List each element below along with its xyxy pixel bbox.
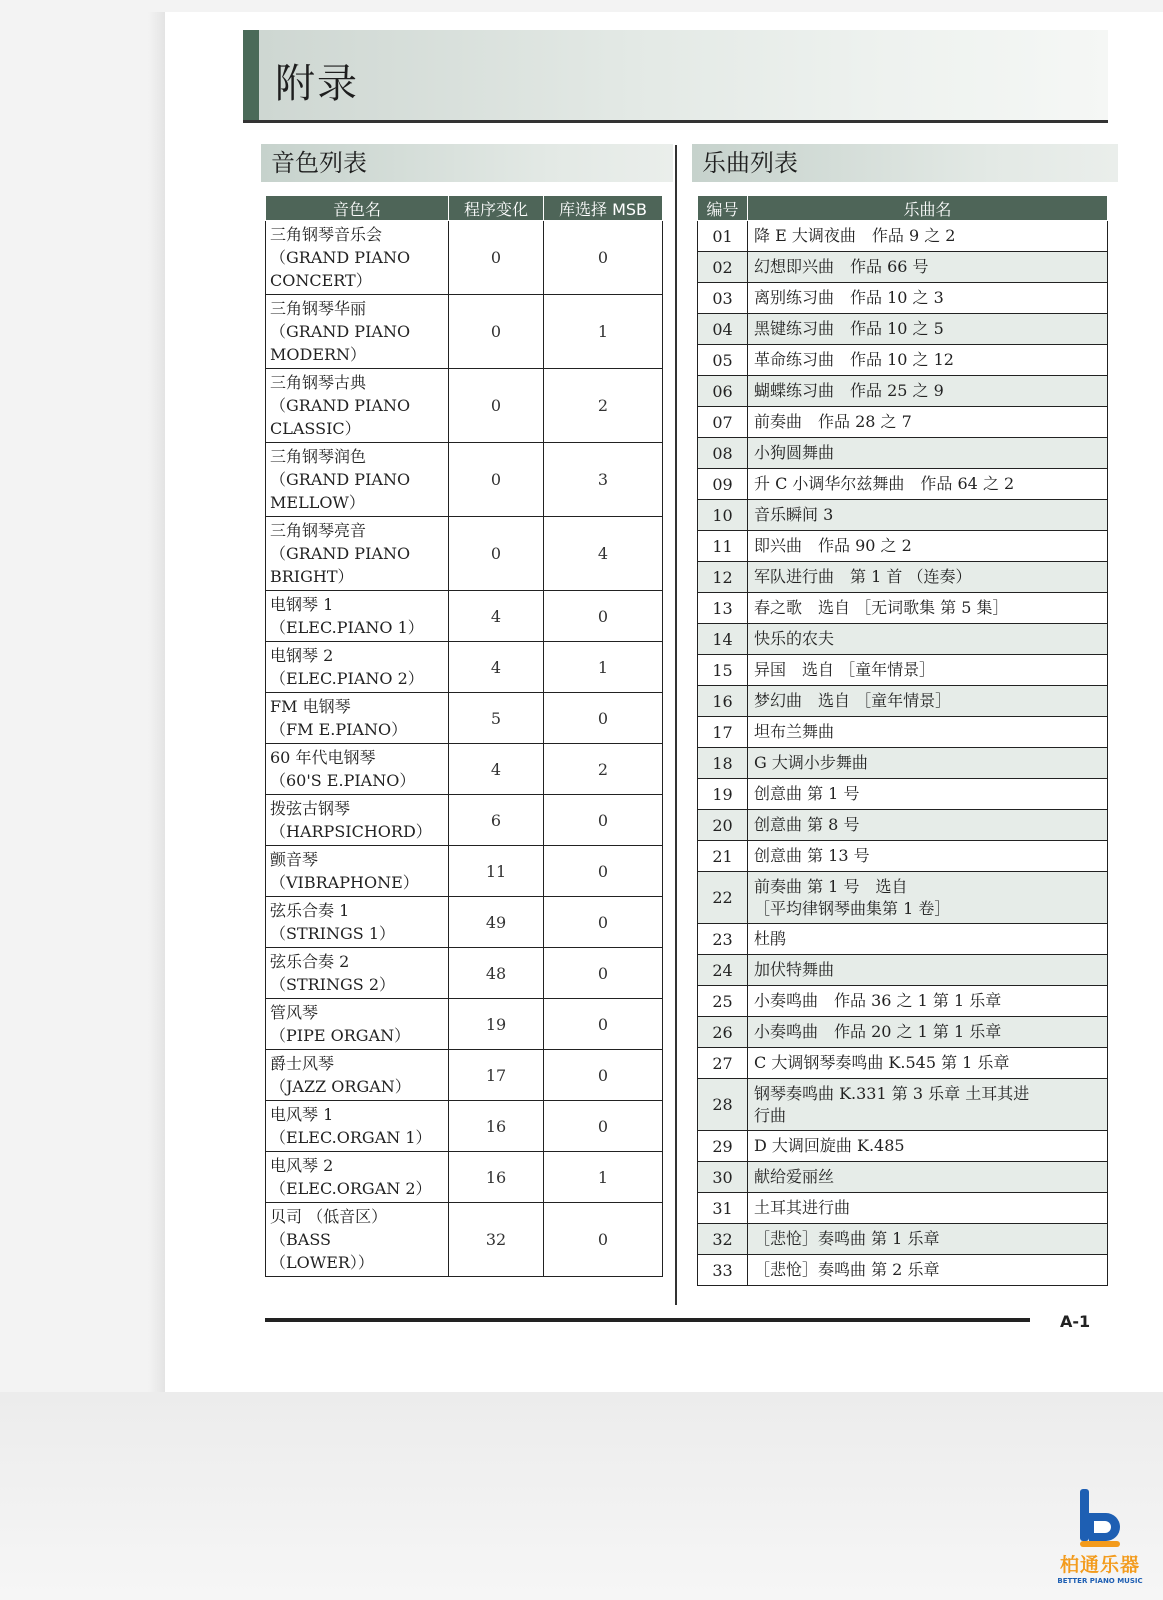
- bank-msb: 0: [544, 1203, 663, 1277]
- tone-table: [265, 195, 663, 1277]
- program-change: 32: [449, 1203, 544, 1277]
- song-number: 31: [698, 1193, 748, 1224]
- column-header-program-change: 程序变化: [449, 196, 544, 221]
- song-number: 22: [698, 872, 748, 924]
- song-title: 音乐瞬间 3: [748, 500, 1108, 531]
- program-change: 48: [449, 948, 544, 999]
- song-title: 钢琴奏鸣曲 K.331 第 3 乐章 土耳其进 行曲: [748, 1079, 1108, 1131]
- tone-name: 三角钢琴润色 （GRAND PIANO MELLOW）: [266, 443, 449, 517]
- tone-row: [266, 295, 663, 369]
- tone-row: [266, 642, 663, 693]
- song-title: 即兴曲 作品 90 之 2: [748, 531, 1108, 562]
- song-title: 黑键练习曲 作品 10 之 5: [748, 314, 1108, 345]
- tone-name: 电风琴 2 （ELEC.ORGAN 2）: [266, 1152, 449, 1203]
- program-change: 16: [449, 1152, 544, 1203]
- song-title: 革命练习曲 作品 10 之 12: [748, 345, 1108, 376]
- program-change: 4: [449, 642, 544, 693]
- song-title: 降 E 大调夜曲 作品 9 之 2: [748, 221, 1108, 252]
- song-row: [698, 872, 1108, 924]
- song-number: 23: [698, 924, 748, 955]
- program-change: 4: [449, 591, 544, 642]
- program-change: 6: [449, 795, 544, 846]
- program-change: 0: [449, 295, 544, 369]
- song-number: 32: [698, 1224, 748, 1255]
- song-number: 07: [698, 407, 748, 438]
- footer-rule: [265, 1318, 1030, 1322]
- tone-row: [266, 369, 663, 443]
- song-row: [698, 841, 1108, 872]
- program-change: 49: [449, 897, 544, 948]
- bank-msb: 4: [544, 517, 663, 591]
- tone-name: FM 电钢琴 （FM E.PIANO）: [266, 693, 449, 744]
- brand-logo: [1044, 1487, 1156, 1597]
- song-title: D 大调回旋曲 K.485: [748, 1131, 1108, 1162]
- song-title: 升 C 小调华尔兹舞曲 作品 64 之 2: [748, 469, 1108, 500]
- song-number: 08: [698, 438, 748, 469]
- song-row: [698, 955, 1108, 986]
- song-row: [698, 345, 1108, 376]
- program-change: 11: [449, 846, 544, 897]
- song-row: [698, 531, 1108, 562]
- bank-msb: 3: [544, 443, 663, 517]
- song-number: 24: [698, 955, 748, 986]
- song-number: 01: [698, 221, 748, 252]
- song-row: [698, 283, 1108, 314]
- page-title: 附录: [275, 61, 359, 107]
- bank-msb: 1: [544, 295, 663, 369]
- song-row: [698, 593, 1108, 624]
- song-row: [698, 1255, 1108, 1286]
- program-change: 17: [449, 1050, 544, 1101]
- song-row: [698, 500, 1108, 531]
- tone-row: [266, 693, 663, 744]
- song-number: 25: [698, 986, 748, 1017]
- tone-row: [266, 1203, 663, 1277]
- scan-bottom-margin: [0, 1392, 1163, 1600]
- song-title: 快乐的农夫: [748, 624, 1108, 655]
- song-title: 创意曲 第 8 号: [748, 810, 1108, 841]
- song-row: [698, 810, 1108, 841]
- tone-name: 电风琴 1 （ELEC.ORGAN 1）: [266, 1101, 449, 1152]
- song-title: 梦幻曲 选自 ［童年情景］: [748, 686, 1108, 717]
- song-number: 02: [698, 252, 748, 283]
- brand-logo-text: 柏通乐器: [1059, 1554, 1140, 1576]
- song-row: [698, 717, 1108, 748]
- song-number: 27: [698, 1048, 748, 1079]
- brand-logo-icon: [1072, 1487, 1128, 1551]
- page-header: [243, 30, 1108, 122]
- song-title: 创意曲 第 1 号: [748, 779, 1108, 810]
- song-title: 春之歌 选自 ［无词歌集 第 5 集］: [748, 593, 1108, 624]
- song-number: 05: [698, 345, 748, 376]
- bank-msb: 0: [544, 591, 663, 642]
- tone-name: 弦乐合奏 1 （STRINGS 1）: [266, 897, 449, 948]
- song-row: [698, 686, 1108, 717]
- song-title: 创意曲 第 13 号: [748, 841, 1108, 872]
- tone-row: [266, 897, 663, 948]
- brand-logo-subtitle: BETTER PIANO MUSIC: [1057, 1577, 1143, 1585]
- song-title: 前奏曲 作品 28 之 7: [748, 407, 1108, 438]
- song-number: 13: [698, 593, 748, 624]
- song-row: [698, 221, 1108, 252]
- tone-name: 弦乐合奏 2 （STRINGS 2）: [266, 948, 449, 999]
- page-edge-shadow: [148, 12, 165, 1392]
- tone-row: [266, 846, 663, 897]
- song-row: [698, 469, 1108, 500]
- song-title: 坦布兰舞曲: [748, 717, 1108, 748]
- song-row: [698, 1193, 1108, 1224]
- bank-msb: 0: [544, 999, 663, 1050]
- song-title: 加伏特舞曲: [748, 955, 1108, 986]
- tone-row: [266, 221, 663, 295]
- tone-name: 三角钢琴华丽 （GRAND PIANO MODERN）: [266, 295, 449, 369]
- bank-msb: 0: [544, 221, 663, 295]
- tone-list-heading: 音色列表: [261, 144, 673, 182]
- tone-row: [266, 1152, 663, 1203]
- bank-msb: 2: [544, 369, 663, 443]
- tone-name: 三角钢琴音乐会 （GRAND PIANO CONCERT）: [266, 221, 449, 295]
- bank-msb: 1: [544, 642, 663, 693]
- tone-table-header: [266, 196, 663, 221]
- tone-row: [266, 517, 663, 591]
- song-row: [698, 314, 1108, 345]
- song-title: 蝴蝶练习曲 作品 25 之 9: [748, 376, 1108, 407]
- song-title: 杜鹃: [748, 924, 1108, 955]
- column-divider: [675, 145, 677, 1305]
- song-title: ［悲怆］奏鸣曲 第 1 乐章: [748, 1224, 1108, 1255]
- song-number: 03: [698, 283, 748, 314]
- bank-msb: 0: [544, 846, 663, 897]
- bank-msb: 2: [544, 744, 663, 795]
- program-change: 0: [449, 443, 544, 517]
- header-rule: [243, 120, 1108, 123]
- tone-name: 三角钢琴古典 （GRAND PIANO CLASSIC）: [266, 369, 449, 443]
- song-title: 军队进行曲 第 1 首 （连奏）: [748, 562, 1108, 593]
- song-row: [698, 624, 1108, 655]
- song-number: 06: [698, 376, 748, 407]
- song-number: 28: [698, 1079, 748, 1131]
- song-title: 献给爱丽丝: [748, 1162, 1108, 1193]
- song-title: 幻想即兴曲 作品 66 号: [748, 252, 1108, 283]
- song-row: [698, 1131, 1108, 1162]
- tone-name: 贝司 （低音区） （BASS （LOWER））: [266, 1203, 449, 1277]
- tone-name: 拨弦古钢琴 （HARPSICHORD）: [266, 795, 449, 846]
- song-number: 04: [698, 314, 748, 345]
- song-number: 30: [698, 1162, 748, 1193]
- tone-name: 爵士风琴 （JAZZ ORGAN）: [266, 1050, 449, 1101]
- column-header-song-number: 编号: [698, 196, 748, 221]
- song-table-header: [698, 196, 1108, 221]
- header-accent-bar: [243, 30, 259, 122]
- song-row: [698, 438, 1108, 469]
- song-row: [698, 1224, 1108, 1255]
- song-number: 29: [698, 1131, 748, 1162]
- song-row: [698, 986, 1108, 1017]
- song-title: 前奏曲 第 1 号 选自 ［平均律钢琴曲集第 1 卷］: [748, 872, 1108, 924]
- song-title: 小狗圆舞曲: [748, 438, 1108, 469]
- column-header-song-title: 乐曲名: [748, 196, 1108, 221]
- tone-row: [266, 443, 663, 517]
- column-header-tone-name: 音色名: [266, 196, 449, 221]
- song-row: [698, 562, 1108, 593]
- bank-msb: 0: [544, 693, 663, 744]
- bank-msb: 0: [544, 1050, 663, 1101]
- tone-name: 三角钢琴亮音 （GRAND PIANO BRIGHT）: [266, 517, 449, 591]
- program-change: 19: [449, 999, 544, 1050]
- tone-row: [266, 1101, 663, 1152]
- tone-row: [266, 1050, 663, 1101]
- song-number: 21: [698, 841, 748, 872]
- song-number: 15: [698, 655, 748, 686]
- program-change: 16: [449, 1101, 544, 1152]
- song-title: 小奏鸣曲 作品 36 之 1 第 1 乐章: [748, 986, 1108, 1017]
- tone-name: 颤音琴 （VIBRAPHONE）: [266, 846, 449, 897]
- tone-row: [266, 999, 663, 1050]
- song-number: 20: [698, 810, 748, 841]
- tone-row: [266, 744, 663, 795]
- song-number: 09: [698, 469, 748, 500]
- bank-msb: 0: [544, 948, 663, 999]
- tone-name: 电钢琴 1 （ELEC.PIANO 1）: [266, 591, 449, 642]
- song-title: 离别练习曲 作品 10 之 3: [748, 283, 1108, 314]
- tone-name: 管风琴 （PIPE ORGAN）: [266, 999, 449, 1050]
- song-row: [698, 924, 1108, 955]
- song-title: C 大调钢琴奏鸣曲 K.545 第 1 乐章: [748, 1048, 1108, 1079]
- song-table: [697, 195, 1108, 1286]
- song-number: 26: [698, 1017, 748, 1048]
- tone-row: [266, 591, 663, 642]
- song-row: [698, 655, 1108, 686]
- song-number: 14: [698, 624, 748, 655]
- program-change: 0: [449, 517, 544, 591]
- song-row: [698, 748, 1108, 779]
- song-row: [698, 407, 1108, 438]
- song-row: [698, 376, 1108, 407]
- program-change: 4: [449, 744, 544, 795]
- song-title: 土耳其进行曲: [748, 1193, 1108, 1224]
- tone-row: [266, 948, 663, 999]
- song-title: G 大调小步舞曲: [748, 748, 1108, 779]
- song-number: 12: [698, 562, 748, 593]
- song-number: 19: [698, 779, 748, 810]
- tone-name: 电钢琴 2 （ELEC.PIANO 2）: [266, 642, 449, 693]
- program-change: 0: [449, 221, 544, 295]
- song-number: 18: [698, 748, 748, 779]
- song-title: ［悲怆］奏鸣曲 第 2 乐章: [748, 1255, 1108, 1286]
- song-list-heading: 乐曲列表: [692, 144, 1118, 182]
- song-row: [698, 1162, 1108, 1193]
- song-title: 异国 选自 ［童年情景］: [748, 655, 1108, 686]
- song-row: [698, 1079, 1108, 1131]
- program-change: 5: [449, 693, 544, 744]
- program-change: 0: [449, 369, 544, 443]
- song-row: [698, 252, 1108, 283]
- bank-msb: 0: [544, 795, 663, 846]
- bank-msb: 0: [544, 897, 663, 948]
- song-number: 17: [698, 717, 748, 748]
- bank-msb: 1: [544, 1152, 663, 1203]
- song-row: [698, 1017, 1108, 1048]
- song-number: 11: [698, 531, 748, 562]
- song-title: 小奏鸣曲 作品 20 之 1 第 1 乐章: [748, 1017, 1108, 1048]
- page-number: A-1: [1060, 1312, 1091, 1331]
- song-number: 16: [698, 686, 748, 717]
- tone-name: 60 年代电钢琴 （60'S E.PIANO）: [266, 744, 449, 795]
- column-header-bank-msb: 库选择 MSB: [544, 196, 663, 221]
- song-row: [698, 1048, 1108, 1079]
- song-number: 33: [698, 1255, 748, 1286]
- tone-row: [266, 795, 663, 846]
- bank-msb: 0: [544, 1101, 663, 1152]
- song-row: [698, 779, 1108, 810]
- song-number: 10: [698, 500, 748, 531]
